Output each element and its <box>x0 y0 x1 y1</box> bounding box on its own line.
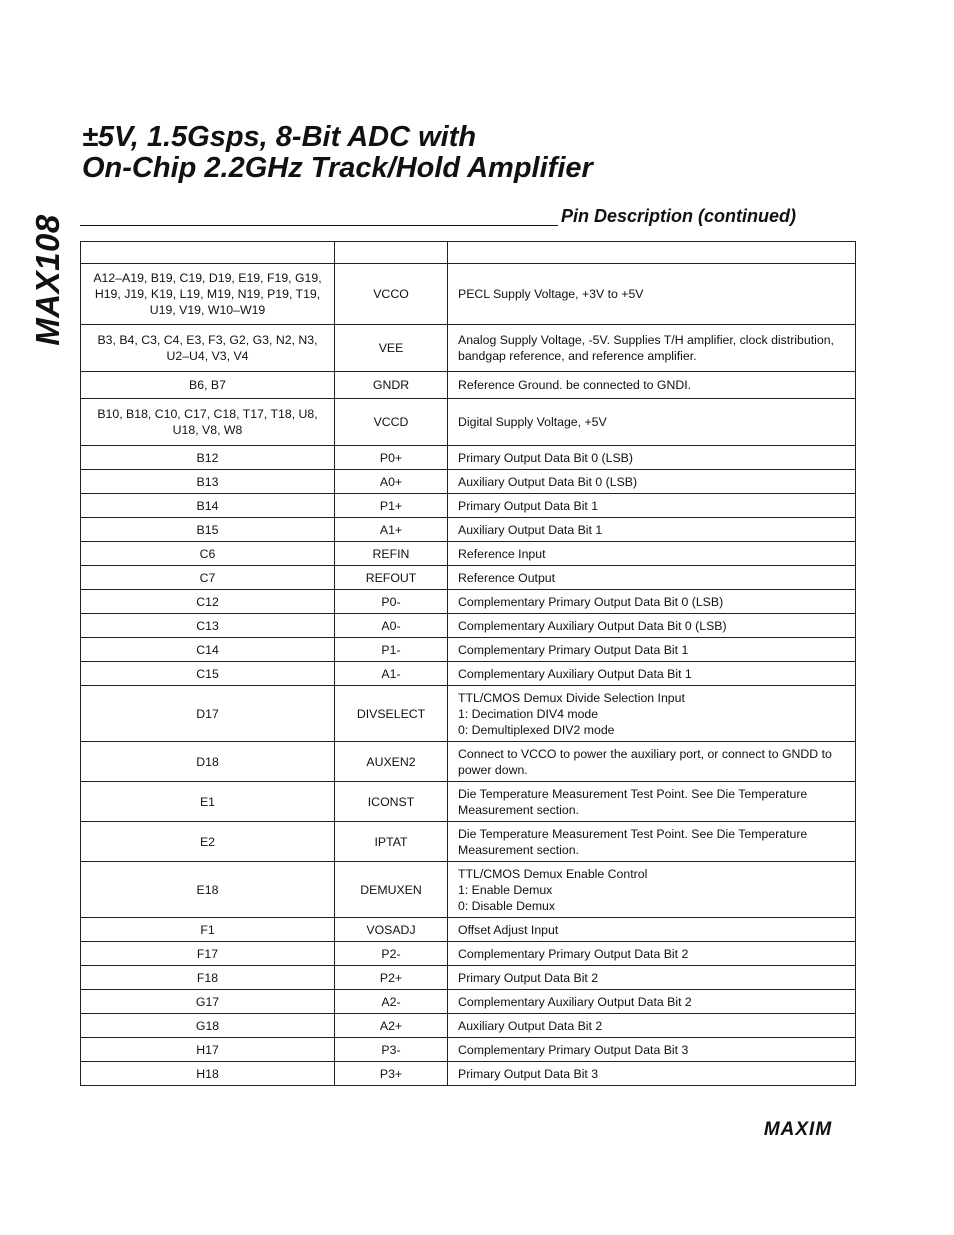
pin-number-cell: C13 <box>81 614 335 638</box>
pin-name-cell: REFOUT <box>335 566 448 590</box>
pin-number-cell: D17 <box>81 686 335 742</box>
table-row <box>81 742 856 782</box>
table-row <box>81 494 856 518</box>
pin-name-cell: DIVSELECT <box>335 686 448 742</box>
pin-number-cell: E2 <box>81 822 335 862</box>
pin-function-cell: Complementary Auxiliary Output Data Bit 2 <box>448 990 856 1014</box>
pin-function-cell: Reference Input <box>448 542 856 566</box>
pin-number-cell: B14 <box>81 494 335 518</box>
pin-name-cell: A1+ <box>335 518 448 542</box>
pin-function-cell: Die Temperature Measurement Test Point. See Die Temperature Measurement section. <box>448 782 856 822</box>
table-row <box>81 686 856 742</box>
side-part-number-tab <box>28 210 68 350</box>
pin-function-cell: Complementary Primary Output Data Bit 0 (LSB) <box>448 590 856 614</box>
maxim-logo <box>742 1118 854 1140</box>
pin-name-cell: VEE <box>335 325 448 372</box>
pin-name-cell: P1+ <box>335 494 448 518</box>
table-row <box>81 264 856 325</box>
header-name <box>335 242 448 264</box>
pin-name-cell: P0- <box>335 590 448 614</box>
pin-number-cell: C15 <box>81 662 335 686</box>
page-title <box>82 122 593 184</box>
title-line-1: ±5V, 1.5Gsps, 8-Bit ADC with <box>82 121 477 153</box>
pin-function-cell: Reference Output <box>448 566 856 590</box>
section-title: Pin Description (continued) <box>561 206 797 226</box>
table-header-row <box>81 242 856 264</box>
table-row <box>81 1038 856 1062</box>
pin-function-cell: Primary Output Data Bit 0 (LSB) <box>448 446 856 470</box>
table-row <box>81 614 856 638</box>
table-row <box>81 782 856 822</box>
pin-name-cell: P2+ <box>335 966 448 990</box>
pin-name-cell: A1- <box>335 662 448 686</box>
table-body <box>81 264 856 1086</box>
pin-function-cell: Complementary Primary Output Data Bit 1 <box>448 638 856 662</box>
header-pin <box>81 242 335 264</box>
pin-name-cell: VCCO <box>335 264 448 325</box>
table-row <box>81 822 856 862</box>
pin-number-cell: B12 <box>81 446 335 470</box>
pin-description-table <box>80 241 856 1086</box>
pin-function-cell: Reference Ground. be connected to GNDI. <box>448 372 856 399</box>
pin-name-cell: P0+ <box>335 446 448 470</box>
pin-function-cell: Primary Output Data Bit 3 <box>448 1062 856 1086</box>
pin-number-cell: E18 <box>81 862 335 918</box>
pin-number-cell: C6 <box>81 542 335 566</box>
table-row <box>81 966 856 990</box>
pin-name-cell: GNDR <box>335 372 448 399</box>
side-part-number: MAX108 <box>29 214 66 346</box>
pin-name-cell: IPTAT <box>335 822 448 862</box>
pin-function-cell: Digital Supply Voltage, +5V <box>448 399 856 446</box>
pin-number-cell: H17 <box>81 1038 335 1062</box>
table-row <box>81 990 856 1014</box>
pin-number-cell: C12 <box>81 590 335 614</box>
pin-number-cell: B3, B4, C3, C4, E3, F3, G2, G3, N2, N3, U2–U4, V3, V4 <box>81 325 335 372</box>
table-row <box>81 542 856 566</box>
table-row <box>81 325 856 372</box>
pin-number-cell: F1 <box>81 918 335 942</box>
pin-number-cell: B6, B7 <box>81 372 335 399</box>
pin-name-cell: DEMUXEN <box>335 862 448 918</box>
pin-function-cell: Complementary Auxiliary Output Data Bit 1 <box>448 662 856 686</box>
pin-number-cell: F17 <box>81 942 335 966</box>
pin-number-cell: B15 <box>81 518 335 542</box>
pin-function-cell: TTL/CMOS Demux Enable Control 1: Enable Demux 0: Disable Demux <box>448 862 856 918</box>
pin-function-cell: Analog Supply Voltage, -5V. Supplies T/H amplifier, clock distribution, bandgap reference, and reference amplifier. <box>448 325 856 372</box>
table-row <box>81 590 856 614</box>
pin-function-cell: Auxiliary Output Data Bit 0 (LSB) <box>448 470 856 494</box>
pin-function-cell: Primary Output Data Bit 2 <box>448 966 856 990</box>
pin-number-cell: B10, B18, C10, C17, C18, T17, T18, U8, U18, V8, W8 <box>81 399 335 446</box>
table-row <box>81 918 856 942</box>
pin-name-cell: ICONST <box>335 782 448 822</box>
pin-name-cell: P3- <box>335 1038 448 1062</box>
section-divider <box>80 225 558 226</box>
pin-function-cell: Complementary Primary Output Data Bit 3 <box>448 1038 856 1062</box>
pin-function-cell: Auxiliary Output Data Bit 2 <box>448 1014 856 1038</box>
pin-function-cell: Auxiliary Output Data Bit 1 <box>448 518 856 542</box>
pin-number-cell: G17 <box>81 990 335 1014</box>
table-row <box>81 518 856 542</box>
header-function <box>448 242 856 264</box>
pin-function-cell: PECL Supply Voltage, +3V to +5V <box>448 264 856 325</box>
table-row <box>81 942 856 966</box>
table-row <box>81 566 856 590</box>
pin-number-cell: B13 <box>81 470 335 494</box>
pin-function-cell: Primary Output Data Bit 1 <box>448 494 856 518</box>
table-row <box>81 862 856 918</box>
pin-function-cell: Complementary Auxiliary Output Data Bit 0 (LSB) <box>448 614 856 638</box>
pin-number-cell: D18 <box>81 742 335 782</box>
pin-name-cell: VCCD <box>335 399 448 446</box>
pin-number-cell: C14 <box>81 638 335 662</box>
pin-name-cell: A0+ <box>335 470 448 494</box>
pin-name-cell: REFIN <box>335 542 448 566</box>
pin-number-cell: E1 <box>81 782 335 822</box>
pin-name-cell: AUXEN2 <box>335 742 448 782</box>
pin-name-cell: A2+ <box>335 1014 448 1038</box>
maxim-logo-text: MAXIM <box>763 1119 833 1140</box>
pin-name-cell: VOSADJ <box>335 918 448 942</box>
pin-number-cell: H18 <box>81 1062 335 1086</box>
table-row <box>81 1062 856 1086</box>
pin-function-cell: Offset Adjust Input <box>448 918 856 942</box>
pin-name-cell: P2- <box>335 942 448 966</box>
pin-name-cell: A0- <box>335 614 448 638</box>
pin-name-cell: P3+ <box>335 1062 448 1086</box>
pin-name-cell: A2- <box>335 990 448 1014</box>
table-row <box>81 470 856 494</box>
table-row <box>81 372 856 399</box>
pin-number-cell: A12–A19, B19, C19, D19, E19, F19, G19, H19, J19, K19, L19, M19, N19, P19, T19, U19, V19, W10–W19 <box>81 264 335 325</box>
table-row <box>81 1014 856 1038</box>
table-row <box>81 638 856 662</box>
pin-number-cell: C7 <box>81 566 335 590</box>
pin-function-cell: TTL/CMOS Demux Divide Selection Input 1: Decimation DIV4 mode 0: Demultiplexed DIV2 mode <box>448 686 856 742</box>
pin-number-cell: F18 <box>81 966 335 990</box>
table-row <box>81 662 856 686</box>
title-line-2: On-Chip 2.2GHz Track/Hold Amplifier <box>82 152 593 184</box>
pin-name-cell: P1- <box>335 638 448 662</box>
pin-number-cell: G18 <box>81 1014 335 1038</box>
pin-function-cell: Connect to VCCO to power the auxiliary port, or connect to GNDD to power down. <box>448 742 856 782</box>
table-row <box>81 399 856 446</box>
table-row <box>81 446 856 470</box>
pin-function-cell: Complementary Primary Output Data Bit 2 <box>448 942 856 966</box>
pin-function-cell: Die Temperature Measurement Test Point. See Die Temperature Measurement section. <box>448 822 856 862</box>
